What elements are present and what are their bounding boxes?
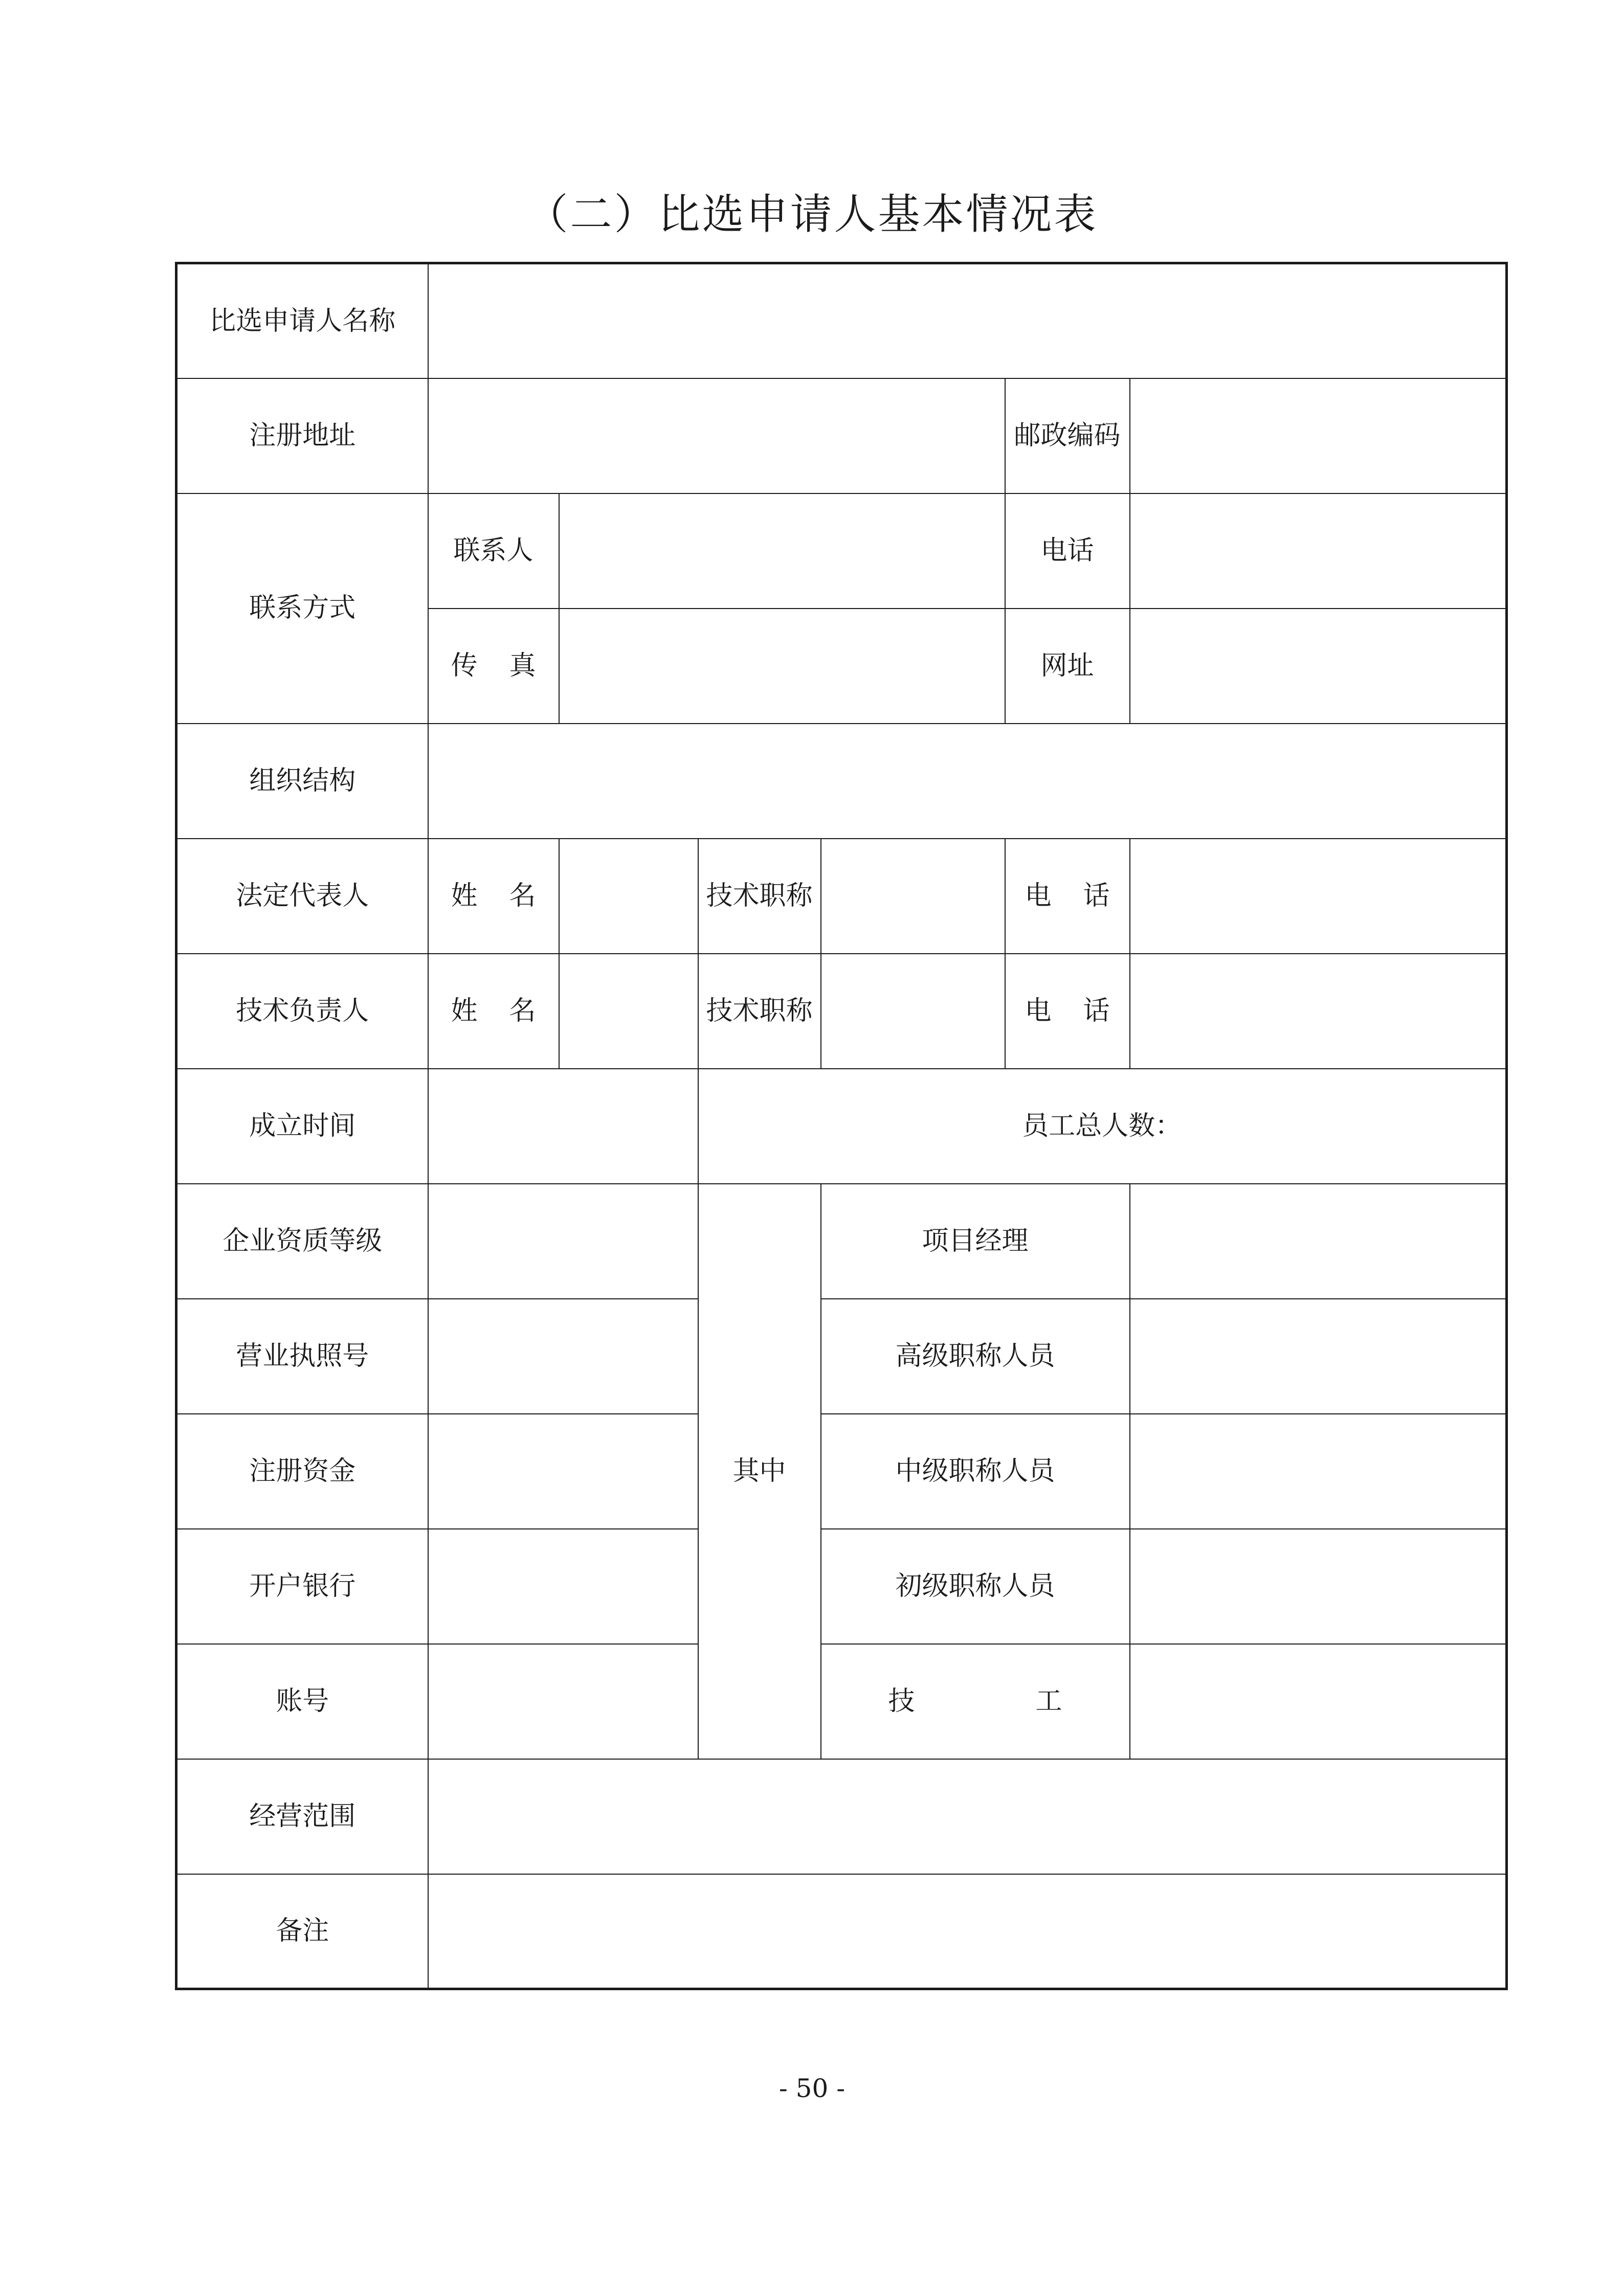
account-field[interactable] xyxy=(428,1644,698,1759)
row-bank xyxy=(176,1529,1507,1644)
license-no-field[interactable] xyxy=(428,1299,698,1414)
row-business-scope xyxy=(176,1759,1507,1874)
row-reg-address xyxy=(176,378,1507,493)
label-fax: 传 真 xyxy=(428,609,559,724)
label-middle: 中级职称人员 xyxy=(821,1414,1130,1529)
label-total-staff: 员工总人数： xyxy=(698,1069,1507,1184)
applicant-info-table xyxy=(175,262,1508,1990)
row-founded xyxy=(176,1069,1507,1184)
org-structure-field[interactable] xyxy=(428,724,1507,839)
postal-code-field[interactable] xyxy=(1130,378,1507,493)
label-phone: 电话 xyxy=(1005,493,1130,609)
row-account xyxy=(176,1644,1507,1759)
row-license xyxy=(176,1299,1507,1414)
founded-field[interactable] xyxy=(428,1069,698,1184)
row-applicant-name xyxy=(176,263,1507,378)
junior-count-field[interactable] xyxy=(1130,1529,1507,1644)
business-scope-field[interactable] xyxy=(428,1759,1507,1874)
label-qualification: 企业资质等级 xyxy=(176,1184,428,1299)
reg-capital-field[interactable] xyxy=(428,1414,698,1529)
qualification-field[interactable] xyxy=(428,1184,698,1299)
label-contact: 联系方式 xyxy=(176,493,428,724)
label-org-structure: 组织结构 xyxy=(176,724,428,839)
tech-lead-title-field[interactable] xyxy=(821,954,1005,1069)
label-among: 其中 xyxy=(698,1184,821,1759)
page-number: - 50 - xyxy=(778,2074,846,2103)
label-reg-capital: 注册资金 xyxy=(176,1414,428,1529)
legal-rep-name-field[interactable] xyxy=(559,839,698,954)
row-qualification xyxy=(176,1184,1507,1299)
label-postal-code: 邮政编码 xyxy=(1005,378,1130,493)
label-legal-rep-title: 技术职称 xyxy=(698,839,821,954)
page-title: （二）比选申请人基本情况表 xyxy=(526,190,1098,239)
label-tech-lead-name: 姓 名 xyxy=(428,954,559,1069)
label-applicant-name: 比选申请人名称 xyxy=(176,263,428,378)
pm-count-field[interactable] xyxy=(1130,1184,1507,1299)
label-founded: 成立时间 xyxy=(176,1069,428,1184)
label-senior: 高级职称人员 xyxy=(821,1299,1130,1414)
row-legal-rep xyxy=(176,839,1507,954)
label-contact-person: 联系人 xyxy=(428,493,559,609)
bank-field[interactable] xyxy=(428,1529,698,1644)
senior-count-field[interactable] xyxy=(1130,1299,1507,1414)
contact-person-field[interactable] xyxy=(559,493,1005,609)
tech-lead-name-field[interactable] xyxy=(559,954,698,1069)
label-website: 网址 xyxy=(1005,609,1130,724)
label-worker: 技 工 xyxy=(821,1644,1130,1759)
label-remarks: 备注 xyxy=(176,1874,428,1989)
label-tech-lead-title: 技术职称 xyxy=(698,954,821,1069)
label-license-no: 营业执照号 xyxy=(176,1299,428,1414)
middle-count-field[interactable] xyxy=(1130,1414,1507,1529)
label-legal-rep-name: 姓 名 xyxy=(428,839,559,954)
row-tech-lead xyxy=(176,954,1507,1069)
label-pm: 项目经理 xyxy=(821,1184,1130,1299)
website-field[interactable] xyxy=(1130,609,1507,724)
worker-count-field[interactable] xyxy=(1130,1644,1507,1759)
legal-rep-title-field[interactable] xyxy=(821,839,1005,954)
label-account: 账号 xyxy=(176,1644,428,1759)
label-legal-rep-tel: 电 话 xyxy=(1005,839,1130,954)
label-legal-rep: 法定代表人 xyxy=(176,839,428,954)
row-org-structure xyxy=(176,724,1507,839)
legal-rep-tel-field[interactable] xyxy=(1130,839,1507,954)
remarks-field[interactable] xyxy=(428,1874,1507,1989)
row-capital xyxy=(176,1414,1507,1529)
phone-field[interactable] xyxy=(1130,493,1507,609)
label-tech-lead-tel: 电 话 xyxy=(1005,954,1130,1069)
fax-field[interactable] xyxy=(559,609,1005,724)
row-remarks xyxy=(176,1874,1507,1989)
label-reg-address: 注册地址 xyxy=(176,378,428,493)
label-bank: 开户银行 xyxy=(176,1529,428,1644)
reg-address-field[interactable] xyxy=(428,378,1005,493)
label-junior: 初级职称人员 xyxy=(821,1529,1130,1644)
tech-lead-tel-field[interactable] xyxy=(1130,954,1507,1069)
label-business-scope: 经营范围 xyxy=(176,1759,428,1874)
applicant-name-field[interactable] xyxy=(428,263,1507,378)
row-contact-1 xyxy=(176,493,1507,609)
label-tech-lead: 技术负责人 xyxy=(176,954,428,1069)
